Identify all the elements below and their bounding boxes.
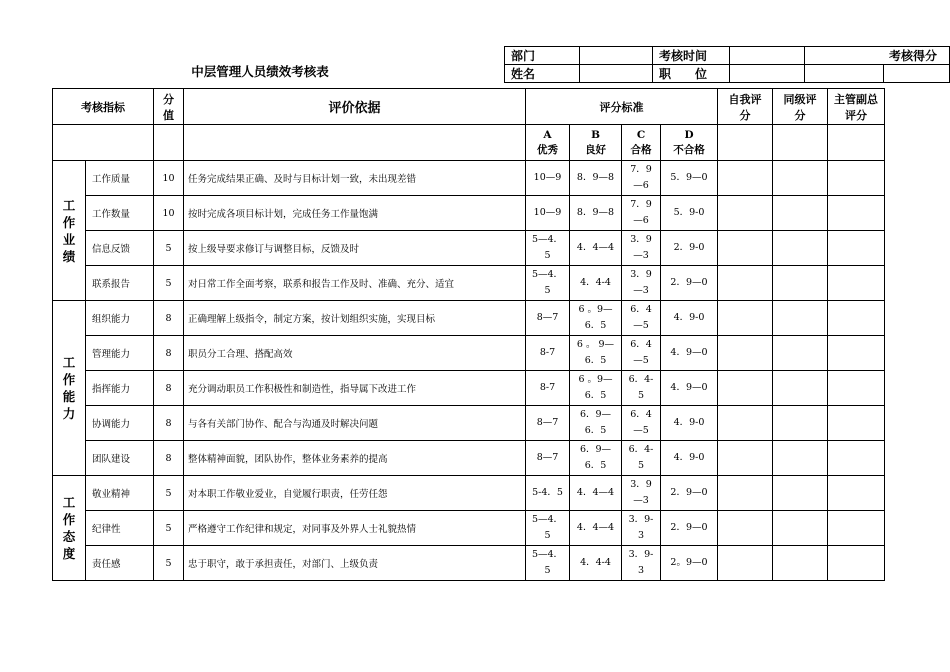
peer-score-cell[interactable] bbox=[773, 546, 828, 581]
score-range-c: 3．9—3 bbox=[622, 231, 661, 266]
category-label bbox=[53, 161, 86, 301]
indicator-weight: 8 bbox=[154, 441, 184, 476]
supervisor-score-cell[interactable] bbox=[828, 371, 885, 406]
peer-score-cell[interactable] bbox=[773, 266, 828, 301]
score-range-a: 10—9 bbox=[526, 161, 570, 196]
indicator-weight: 8 bbox=[154, 301, 184, 336]
supervisor-score-cell[interactable] bbox=[828, 476, 885, 511]
score-range-b: 6 。 9—6．5 bbox=[570, 336, 622, 371]
peer-score-cell[interactable] bbox=[773, 336, 828, 371]
grade-b-label: 良好 bbox=[585, 143, 606, 156]
header-self-score: 自我评分 bbox=[718, 89, 773, 125]
self-score-cell[interactable] bbox=[718, 231, 773, 266]
indicator-criteria: 整体精神面貌，团队协作，整体业务素养的提高 bbox=[184, 441, 526, 476]
header-indicator: 考核指标 bbox=[53, 89, 154, 125]
peer-score-cell[interactable] bbox=[773, 406, 828, 441]
self-score-cell[interactable] bbox=[718, 196, 773, 231]
peer-score-cell[interactable] bbox=[773, 231, 828, 266]
table-row bbox=[53, 231, 885, 266]
score-range-d: 4．9-0 bbox=[661, 441, 718, 476]
table-row bbox=[53, 196, 885, 231]
header-weight: 分值 bbox=[154, 89, 184, 125]
score-range-a: 8-7 bbox=[526, 371, 570, 406]
category-char: 业 bbox=[62, 231, 76, 247]
indicator-criteria: 任务完成结果正确、及时与目标计划一致，未出现差错 bbox=[184, 161, 526, 196]
table-row bbox=[53, 476, 885, 511]
table-row bbox=[53, 336, 885, 371]
score-range-a: 10—9 bbox=[526, 196, 570, 231]
category-char: 工 bbox=[62, 197, 76, 213]
score-range-a: 8—7 bbox=[526, 301, 570, 336]
indicator-name: 团队建设 bbox=[86, 441, 154, 476]
score-range-b: 8．9—8 bbox=[570, 161, 622, 196]
score-range-c: 7．9—6 bbox=[622, 196, 661, 231]
supervisor-score-cell[interactable] bbox=[828, 196, 885, 231]
time-label: 考核时间 bbox=[653, 47, 730, 65]
grade-d-letter: D bbox=[684, 128, 694, 141]
header-supervisor-score: 主管副总评分 bbox=[828, 89, 885, 125]
score-range-c: 7．9—6 bbox=[622, 161, 661, 196]
grade-d bbox=[661, 125, 718, 161]
grade-c-label: 合格 bbox=[630, 143, 652, 156]
indicator-name: 联系报告 bbox=[86, 266, 154, 301]
peer-score-cell[interactable] bbox=[773, 161, 828, 196]
score-range-b: 8．9—8 bbox=[570, 196, 622, 231]
supervisor-score-cell[interactable] bbox=[828, 266, 885, 301]
indicator-name: 指挥能力 bbox=[86, 371, 154, 406]
score-range-b: 4．4—4 bbox=[570, 231, 622, 266]
score-range-c: 3．9—3 bbox=[622, 266, 661, 301]
table-row bbox=[53, 371, 885, 406]
grade-a-letter: A bbox=[543, 128, 552, 141]
grade-c bbox=[622, 125, 661, 161]
indicator-weight: 5 bbox=[154, 231, 184, 266]
indicator-name: 工作质量 bbox=[86, 161, 154, 196]
indicator-criteria: 对本职工作敬业爱业，自觉履行职责，任劳任怨 bbox=[184, 476, 526, 511]
category-label bbox=[53, 301, 86, 476]
dept-label: 部门 bbox=[505, 47, 580, 65]
score-range-a: 5—4．5 bbox=[526, 231, 570, 266]
score-range-c: 3．9-3 bbox=[622, 546, 661, 581]
indicator-weight: 10 bbox=[154, 196, 184, 231]
score-range-c: 3．9—3 bbox=[622, 476, 661, 511]
peer-score-cell[interactable] bbox=[773, 371, 828, 406]
position-label: 职 位 bbox=[653, 65, 730, 83]
self-score-cell[interactable] bbox=[718, 406, 773, 441]
self-score-cell[interactable] bbox=[718, 161, 773, 196]
category-char: 工 bbox=[62, 355, 76, 370]
category-char: 度 bbox=[62, 546, 76, 561]
grade-blank-peer bbox=[773, 125, 828, 161]
supervisor-score-cell[interactable] bbox=[828, 406, 885, 441]
table-row bbox=[53, 161, 885, 196]
self-score-cell[interactable] bbox=[718, 266, 773, 301]
indicator-weight: 8 bbox=[154, 371, 184, 406]
score-range-d: 2．9—0 bbox=[661, 476, 718, 511]
self-score-cell[interactable] bbox=[718, 336, 773, 371]
table-row bbox=[53, 441, 885, 476]
score-range-d: 2．9—0 bbox=[661, 511, 718, 546]
indicator-name: 敬业精神 bbox=[86, 476, 154, 511]
indicator-criteria: 职员分工合理、搭配高效 bbox=[184, 336, 526, 371]
grade-blank-3 bbox=[184, 125, 526, 161]
score-field-right[interactable] bbox=[883, 65, 950, 83]
grade-c-letter: C bbox=[636, 128, 646, 141]
score-range-d: 4．9—0 bbox=[661, 336, 718, 371]
score-range-b: 4．4-4 bbox=[570, 266, 622, 301]
indicator-name: 组织能力 bbox=[86, 301, 154, 336]
indicator-weight: 5 bbox=[154, 546, 184, 581]
grade-blank-self bbox=[718, 125, 773, 161]
self-score-cell[interactable] bbox=[718, 371, 773, 406]
score-range-c: 6．4—5 bbox=[622, 406, 661, 441]
table-row bbox=[53, 546, 885, 581]
score-field-left[interactable] bbox=[805, 65, 884, 83]
category-char: 能 bbox=[62, 389, 76, 404]
category-char: 作 bbox=[62, 512, 76, 527]
score-range-d: 2。9—0 bbox=[661, 546, 718, 581]
supervisor-score-cell[interactable] bbox=[828, 336, 885, 371]
indicator-criteria: 充分调动职员工作积极性和制造性，指导属下改进工作 bbox=[184, 371, 526, 406]
indicator-weight: 10 bbox=[154, 161, 184, 196]
dept-field[interactable] bbox=[580, 47, 653, 65]
grade-blank-2 bbox=[154, 125, 184, 161]
score-range-d: 4．9-0 bbox=[661, 406, 718, 441]
peer-score-cell[interactable] bbox=[773, 476, 828, 511]
table-row bbox=[53, 266, 885, 301]
grade-b-letter: B bbox=[591, 128, 600, 141]
score-range-b: 4．4-4 bbox=[570, 546, 622, 581]
self-score-cell[interactable] bbox=[718, 511, 773, 546]
indicator-name: 管理能力 bbox=[86, 336, 154, 371]
grade-blank-1 bbox=[53, 125, 154, 161]
score-range-d: 5．9—0 bbox=[661, 161, 718, 196]
indicator-weight: 5 bbox=[154, 476, 184, 511]
evaluation-table bbox=[52, 88, 885, 581]
indicator-criteria: 正确理解上级指令，制定方案，按计划组织实施，实现目标 bbox=[184, 301, 526, 336]
supervisor-score-cell[interactable] bbox=[828, 231, 885, 266]
header-peer-score: 同级评分 bbox=[773, 89, 828, 125]
grade-b bbox=[570, 125, 622, 161]
indicator-criteria: 按时完成各项目标计划，完成任务工作量饱满 bbox=[184, 196, 526, 231]
score-range-b: 4．4—4 bbox=[570, 476, 622, 511]
score-range-b: 4．4—4 bbox=[570, 511, 622, 546]
indicator-criteria: 忠于职守，敢于承担责任，对部门、上级负责 bbox=[184, 546, 526, 581]
peer-score-cell[interactable] bbox=[773, 511, 828, 546]
self-score-cell[interactable] bbox=[718, 441, 773, 476]
category-label bbox=[53, 476, 86, 581]
score-range-b: 6 。9—6．5 bbox=[570, 371, 622, 406]
grade-blank-supervisor bbox=[828, 125, 885, 161]
score-range-c: 6．4—5 bbox=[622, 301, 661, 336]
score-range-c: 6．4-5 bbox=[622, 371, 661, 406]
indicator-weight: 8 bbox=[154, 336, 184, 371]
score-range-b: 6．9—6．5 bbox=[570, 406, 622, 441]
category-char: 作 bbox=[62, 214, 76, 230]
grade-d-label: 不合格 bbox=[673, 143, 705, 156]
peer-score-cell[interactable] bbox=[773, 441, 828, 476]
score-range-a: 5-4．5 bbox=[526, 476, 570, 511]
indicator-criteria: 按上级导要求修订与调整目标，反馈及时 bbox=[184, 231, 526, 266]
category-char: 工 bbox=[62, 495, 76, 510]
header-basis: 评价依据 bbox=[184, 89, 526, 125]
indicator-name: 责任感 bbox=[86, 546, 154, 581]
score-range-d: 4．9-0 bbox=[661, 301, 718, 336]
supervisor-score-cell[interactable] bbox=[828, 511, 885, 546]
score-range-b: 6．9—6．5 bbox=[570, 441, 622, 476]
table-row bbox=[53, 301, 885, 336]
score-range-a: 8—7 bbox=[526, 441, 570, 476]
supervisor-score-cell[interactable] bbox=[828, 301, 885, 336]
category-char: 绩 bbox=[62, 248, 76, 264]
peer-score-cell[interactable] bbox=[773, 301, 828, 336]
indicator-name: 纪律性 bbox=[86, 511, 154, 546]
indicator-criteria: 对日常工作全面考察，联系和报告工作及时、准确、充分、适宜 bbox=[184, 266, 526, 301]
indicator-weight: 5 bbox=[154, 266, 184, 301]
category-char: 作 bbox=[62, 372, 76, 387]
supervisor-score-cell[interactable] bbox=[828, 441, 885, 476]
score-label-spacer bbox=[805, 47, 884, 65]
self-score-cell[interactable] bbox=[718, 301, 773, 336]
indicator-criteria: 与各有关部门协作、配合与沟通及时解决问题 bbox=[184, 406, 526, 441]
indicator-weight: 5 bbox=[154, 511, 184, 546]
name-label: 姓名 bbox=[505, 65, 580, 83]
score-range-c: 6．4-5 bbox=[622, 441, 661, 476]
score-label: 考核得分 bbox=[883, 47, 950, 65]
header-standard: 评分标准 bbox=[526, 89, 718, 125]
employee-info-table bbox=[504, 46, 950, 83]
self-score-cell[interactable] bbox=[718, 476, 773, 511]
score-range-a: 5—4．5 bbox=[526, 546, 570, 581]
score-range-a: 5—4．5 bbox=[526, 511, 570, 546]
grade-a-label: 优秀 bbox=[537, 143, 558, 156]
supervisor-score-cell[interactable] bbox=[828, 161, 885, 196]
score-range-c: 6．4—5 bbox=[622, 336, 661, 371]
position-field[interactable] bbox=[730, 65, 805, 83]
score-range-d: 2．9—0 bbox=[661, 266, 718, 301]
peer-score-cell[interactable] bbox=[773, 196, 828, 231]
indicator-name: 协调能力 bbox=[86, 406, 154, 441]
score-range-b: 6 。9—6．5 bbox=[570, 301, 622, 336]
supervisor-score-cell[interactable] bbox=[828, 546, 885, 581]
indicator-name: 工作数量 bbox=[86, 196, 154, 231]
score-range-c: 3．9-3 bbox=[622, 511, 661, 546]
indicator-criteria: 严格遵守工作纪律和规定，对同事及外界人士礼貌热情 bbox=[184, 511, 526, 546]
grade-a bbox=[526, 125, 570, 161]
score-range-d: 2．9-0 bbox=[661, 231, 718, 266]
category-char: 力 bbox=[62, 406, 76, 421]
score-range-d: 4．9—0 bbox=[661, 371, 718, 406]
indicator-name: 信息反馈 bbox=[86, 231, 154, 266]
score-range-d: 5．9-0 bbox=[661, 196, 718, 231]
self-score-cell[interactable] bbox=[718, 546, 773, 581]
table-row bbox=[53, 406, 885, 441]
score-range-a: 8-7 bbox=[526, 336, 570, 371]
name-field[interactable] bbox=[580, 65, 653, 83]
table-row bbox=[53, 511, 885, 546]
form-title: 中层管理人员绩效考核表 bbox=[191, 64, 329, 79]
category-char: 态 bbox=[62, 529, 76, 544]
score-range-a: 8—7 bbox=[526, 406, 570, 441]
score-range-a: 5—4．5 bbox=[526, 266, 570, 301]
indicator-weight: 8 bbox=[154, 406, 184, 441]
time-field[interactable] bbox=[730, 47, 805, 65]
